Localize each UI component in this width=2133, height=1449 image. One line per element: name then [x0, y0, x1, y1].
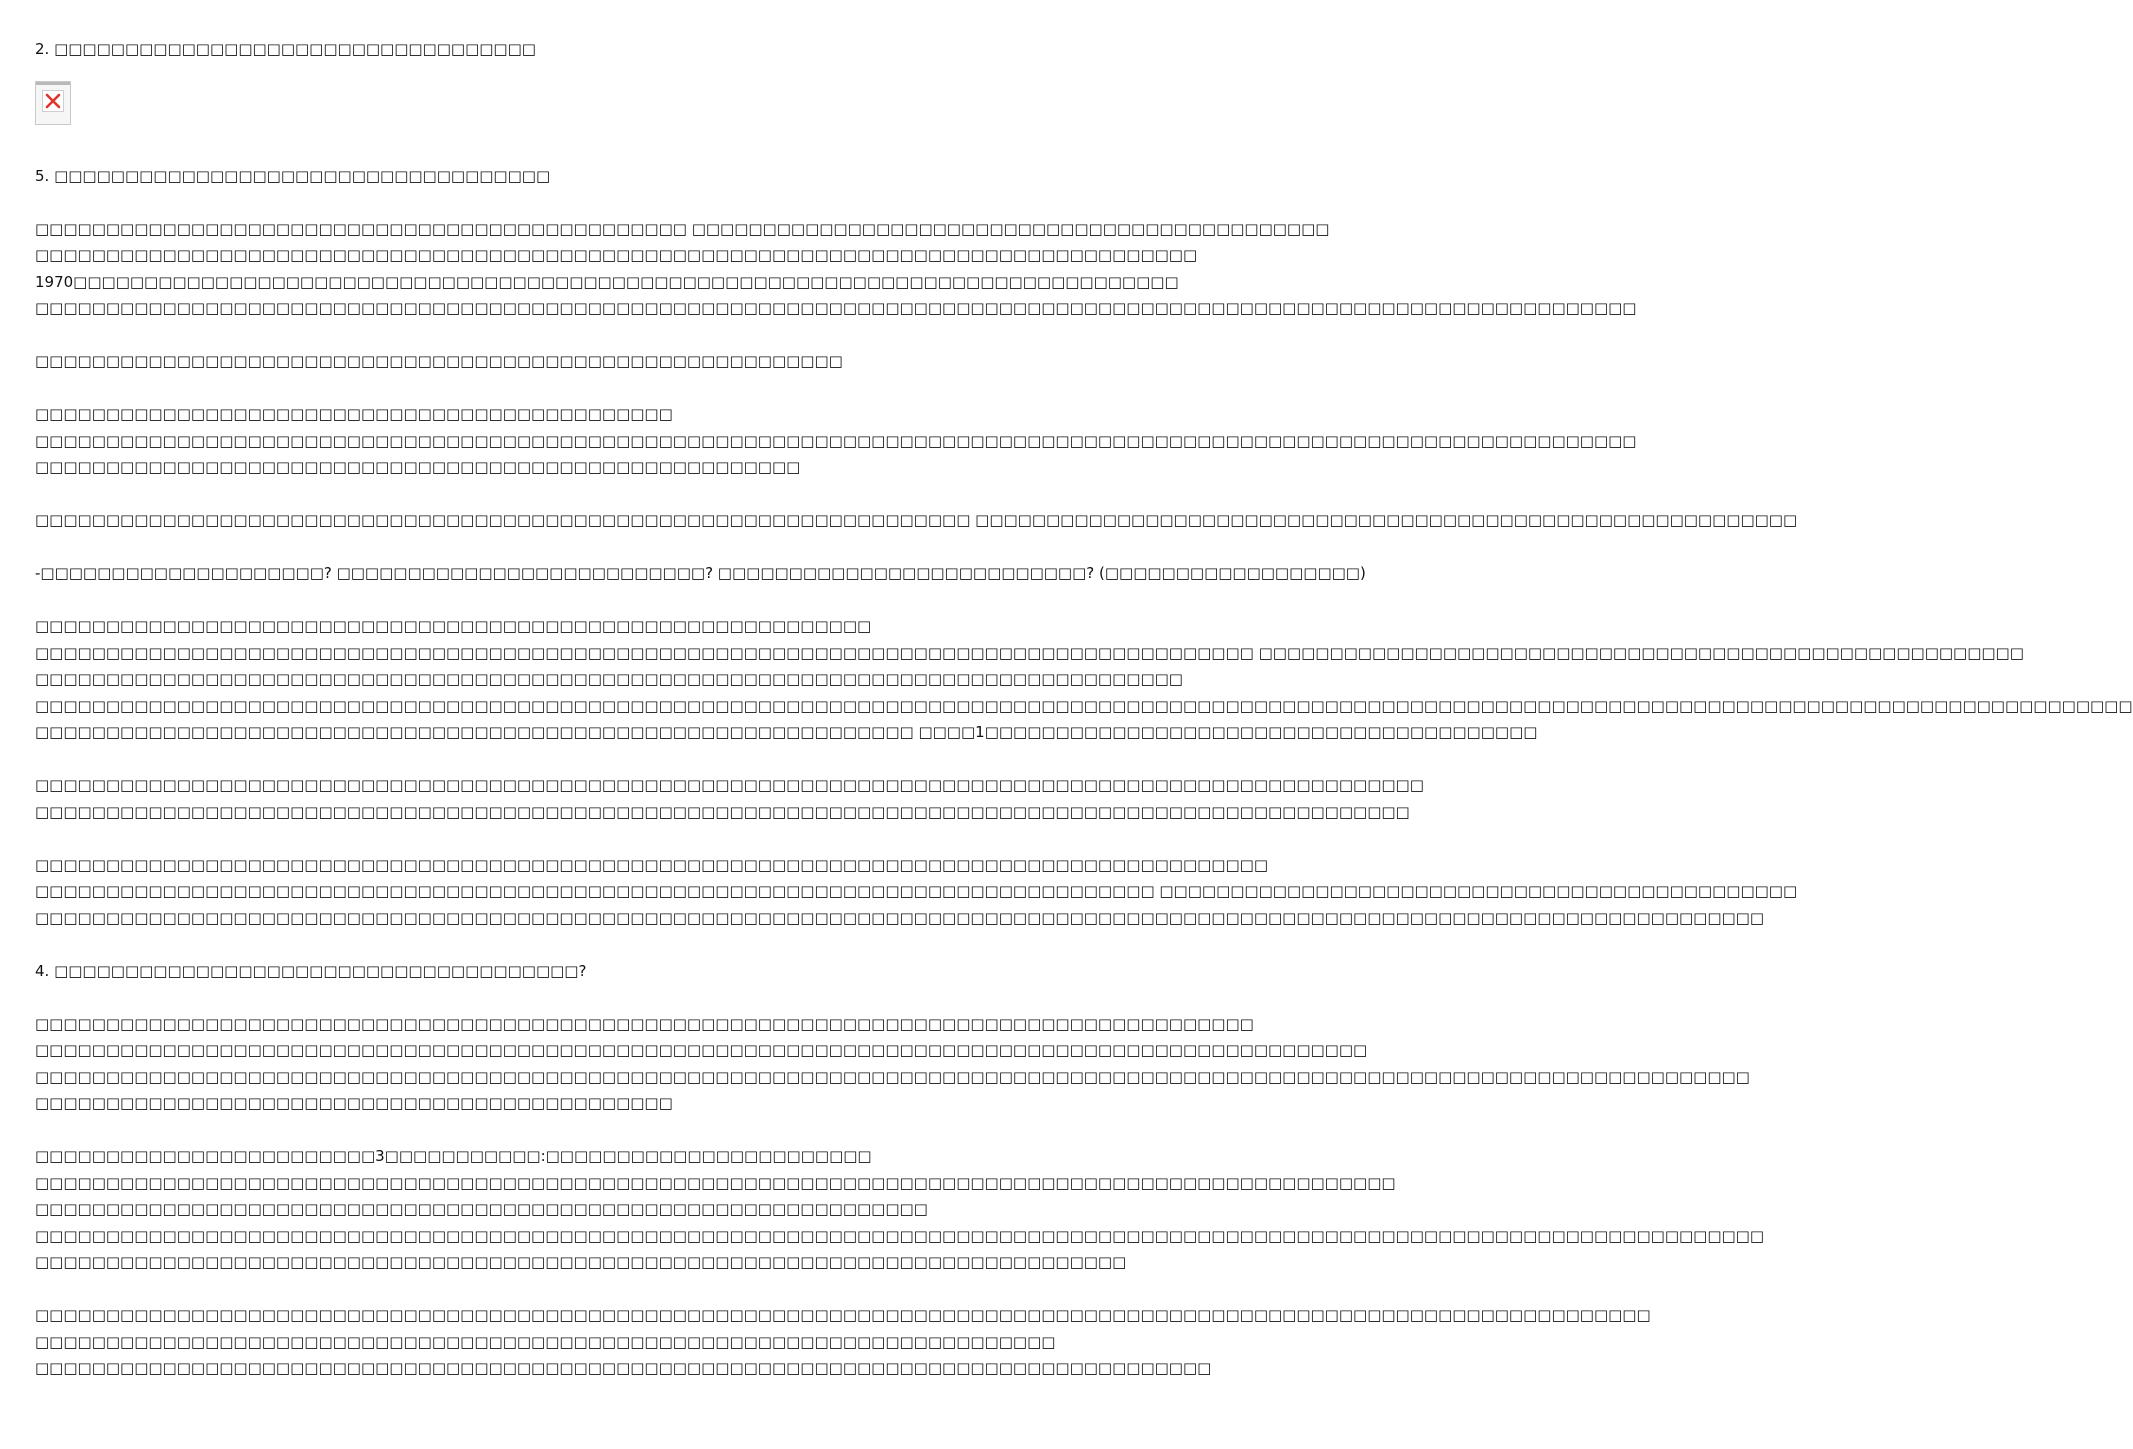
section-heading-2: 2. □□□□□□□□□□□□□□□□□□□□□□□□□□□□□□□□□□	[35, 40, 536, 58]
paragraph-line: □□□□□□□□□□□□□□□□□□□□□□□□□□□□□□□□□□□□□□□□□□□□□□□□□□□□□□□□□□□□□□□□□□□□□□□□□□□□□□□□□□□□□□ □□□□□□□□□□□□□□□□□□□□□□□□□□□□□□□□□□□□□□□□□□□□□□□□□□□□□□	[35, 643, 2024, 662]
paragraph-line: □□□□□□□□□□□□□□□□□□□□□□□□□□□□□□□□□□□□□□□□□□□□□□□□□□□□□□□□□□□□□□□□□□□□□□□□□□□□□□□□□□□□□□□□□□□□□□□□□□□□□□□□□□□□□□□□□	[35, 431, 1637, 450]
paragraph-line: □□□□□□□□□□□□□□□□□□□□□□□□□□□□□□□□□□□□□□□□□□□□□□□□□□□□□□□□□□□□□□□□□□□□□□□□□□□□□□□□□□□□□□□□□□□□□□□□□□□□□□□□□□□□□□□□□□□□□□□□□	[35, 1067, 1750, 1086]
paragraph-line: □□□□□□□□□□□□□□□□□□□□□□□□□□□□□□□□□□□□□□□□□□□□□□ □□□□□□□□□□□□□□□□□□□□□□□□□□□□□□□□□□□□□□□□□□□□□	[35, 219, 1330, 238]
document-page	[35, 36, 2133, 1382]
paragraph-line: □□□□□□□□□□□□□□□□□□□□□□□□□□□□□□□□□□□□□□□□□□□□□□□□□□□□□□□□□□□□□□□□□□□□□□□□□□□□□□□□□□□□□□	[35, 1014, 1254, 1033]
paragraph-2: □□□□□□□□□□□□□□□□□□□□□□□□□□□□□□□□□□□□□□□□□□□□□□□□□□□□□□□□□	[35, 352, 843, 370]
paragraph-1	[35, 216, 1637, 322]
paragraph-line: □□□□□□□□□□□□□□□□□□□□□□□□□□□□□□□□□□□□□□□□□□□□□□□□□□□□□□□□□□□□□□□□□□□□□□□□□□□□□□□□□□□□□□□□□□□□□□□□□□□□□□□□□□□□□□□□□	[35, 299, 1637, 317]
paragraph-line: □□□□□□□□□□□□□□□□□□□□□□□□□□□□□□□□□□□□□□□□□□□□□□□□□□□□□□□□□□□□□□□□□□□□□□□□	[35, 1332, 1056, 1351]
section-heading-4: 4. □□□□□□□□□□□□□□□□□□□□□□□□□□□□□□□□□□□□□?	[35, 961, 587, 980]
paragraph-9	[35, 1011, 1750, 1117]
paragraph-line: □□□□□□□□□□□□□□□□□□□□□□□□□□□□□□□□□□□□□□□□□□□□□□□□□□□□□□□□□□□□□□□□□□□□□□□□□□□□□□□□□□□	[35, 1359, 1212, 1377]
paragraph-line: □□□□□□□□□□□□□□□□□□□□□□□□□□□□□□□□□□□□□□□□□□□□□□□□□□□□□□□□□□□□□□□□□□□□□□□□□□□□□□□ □□□□□□□□□□□□□□□□□□□□□□□□□□□□□□□□□□□□□□□□□□□□□	[35, 882, 1798, 900]
paragraph-line: □□□□□□□□□□□□□□□□□□□□□□□□□□□□□□□□□□□□□□□□□□□□□□□□□□□□□□□□□□□□□□ □□□□1□□□□□□□□□□□□□□□□□□□□□□□□□□□□□□□□□□□□□□□	[35, 723, 1538, 741]
section-heading-5: 5. □□□□□□□□□□□□□□□□□□□□□□□□□□□□□□□□□□□	[35, 166, 551, 185]
paragraph-line: □□□□□□□□□□□□□□□□□□□□□□□□□□□□□□□□□□□□□□□□□□□□□□□□□□□□□□□□□□□□□□□□□□□□□□□□□□□□□□□□□□□□□□□□□□□□□□□□□□□□□□□□□□□□□□□□□□□□□□□□□□	[35, 908, 1765, 927]
paragraph-line: □□□□□□□□□□□□□□□□□□□□□□□□□□□□□□□□□□□□□□□□□□□□□□□□□□□□□□□□□□□□□□□□□□□□□□□□□□□□□□□□□□□□□□□□□□□□□□	[35, 1041, 1368, 1059]
paragraph-line: □□□□□□□□□□□□□□□□□□□□□□□□□□□□□□□□□□□□□□□□□□□□□□□□□□□□□□□□□□□□□□□□□□□□□□□□□□□□□□□□□□□□□□□	[35, 855, 1268, 874]
paragraph-8	[35, 852, 1798, 932]
paragraph-line: □□□□□□□□□□□□□□□□□□□□□□□□□□□□□□□□□□□□□□□□□□□□□□□□□□□□□□□□□□□□□□□□□□□□□□□□□□□□□□□□□□□□□□□□□□□□□□□□□	[35, 802, 1410, 821]
paragraph-7	[35, 772, 1424, 825]
paragraph-line: □□□□□□□□□□□□□□□□□□□□□□□□□□□□□□□□□□□□□□□□□□□□□	[35, 1094, 673, 1112]
paragraph-line: □□□□□□□□□□□□□□□□□□□□□□□□□□□□□□□□□□□□□□□□□□□□□□□□□□□□□□□□□□□□□□□□□□□□□□□□□□□□□□□□□□	[35, 246, 1198, 264]
broken-image-placeholder	[35, 63, 1007, 163]
paragraph-line: □□□□□□□□□□□□□□□□□□□□□□□□□□□□□□□□□□□□□□□□□□□□□□□□□□□□□□□□□□□□□□□□□□□□□□□□□□□□□□□□□□□□□□□□□□□□□□□□□□	[35, 776, 1424, 794]
question-list: -□□□□□□□□□□□□□□□□□□□□? □□□□□□□□□□□□□□□□□□□□□□□□□□? □□□□□□□□□□□□□□□□□□□□□□□□□□? (□□□□□□□□□□□□□□□□□□)	[35, 564, 1366, 582]
paragraph-line: □□□□□□□□□□□□□□□□□□□□□□□□□□□□□□□□□□□□□□□□□□□□□□□□□□□□□□□□□□□□□□□□□□□□□□□□□□□□□	[35, 1253, 1127, 1271]
paragraph-line: □□□□□□□□□□□□□□□□□□□□□□□□□□□□□□□□□□□□□□□□□□□□□□□□□□□□□□□□□□□	[35, 617, 872, 635]
paragraph-11	[35, 1302, 1651, 1382]
paragraph-line: □□□□□□□□□□□□□□□□□□□□□□□□□□□□□□□□□□□□□□□□□□□□□□□□□□□□□□□□□□□□□□□□□□□□□□□□□□□□□□□□□□□□□□□□□□□□□□□□□□□□□□□□□□□□□□□□□□	[35, 1306, 1651, 1324]
paragraph-4: □□□□□□□□□□□□□□□□□□□□□□□□□□□□□□□□□□□□□□□□□□□□□□□□□□□□□□□□□□□□□□□□□□ □□□□□□□□□□□□□□□□□□□□□□□□□□□□□□□□□□□□□□□□□□□□□□□□□□□□□□□□□□	[35, 511, 1798, 529]
paragraph-line: □□□□□□□□□□□□□□□□□□□□□□□□□□□□□□□□□□□□□□□□□□□□□□□□□□□□□□□□□□□□□□□□□□□□□□□□□□□□□□□□□□□□□□□□□□□□□□□□	[35, 1173, 1396, 1192]
paragraph-line: □□□□□□□□□□□□□□□□□□□□□□□□□□□□□□□□□□□□□□□□□□□□□□□□□□□□□□□□□□□□□□□□□□□□□□□□□□□□□□□□□□□□□□□□□□□□□□□□□□□□□□□□□□□□□□□□□□□□□□□□□□□□□□□□□□□□□□□□□□□□□□□□□□□□	[35, 696, 2133, 715]
paragraph-line: □□□□□□□□□□□□□□□□□□□□□□□□□□□□□□□□□□□□□□□□□□□□□□□□□□□□□□□□□□□□□□□□□□□□□□□□□□□□□□□□□□□□□□□□□□□□□□□□□□□□□□□□□□□□□□□□□□□□□□□□□□	[35, 1226, 1765, 1245]
paragraph-line: □□□□□□□□□□□□□□□□□□□□□□□□□□□□□□□□□□□□□□□□□□□□□□□□□□□□□□	[35, 458, 801, 476]
paragraph-10	[35, 1143, 1765, 1276]
paragraph-3	[35, 401, 1637, 481]
paragraph-line: □□□□□□□□□□□□□□□□□□□□□□□□□□□□□□□□□□□□□□□□□□□□□	[35, 405, 673, 423]
paragraph-line: □□□□□□□□□□□□□□□□□□□□□□□□3□□□□□□□□□□□:□□□□□□□□□□□□□□□□□□□□□□□	[35, 1147, 872, 1165]
paragraph-line: □□□□□□□□□□□□□□□□□□□□□□□□□□□□□□□□□□□□□□□□□□□□□□□□□□□□□□□□□□□□□□□	[35, 1200, 928, 1218]
broken-image-icon	[35, 81, 71, 125]
paragraph-6	[35, 613, 2133, 746]
paragraph-line: □□□□□□□□□□□□□□□□□□□□□□□□□□□□□□□□□□□□□□□□□□□□□□□□□□□□□□□□□□□□□□□□□□□□□□□□□□□□□□□□□	[35, 670, 1183, 688]
paragraph-line: 1970□□□□□□□□□□□□□□□□□□□□□□□□□□□□□□□□□□□□□□□□□□□□□□□□□□□□□□□□□□□□□□□□□□□□□□□□□□□□□□	[35, 272, 1179, 291]
